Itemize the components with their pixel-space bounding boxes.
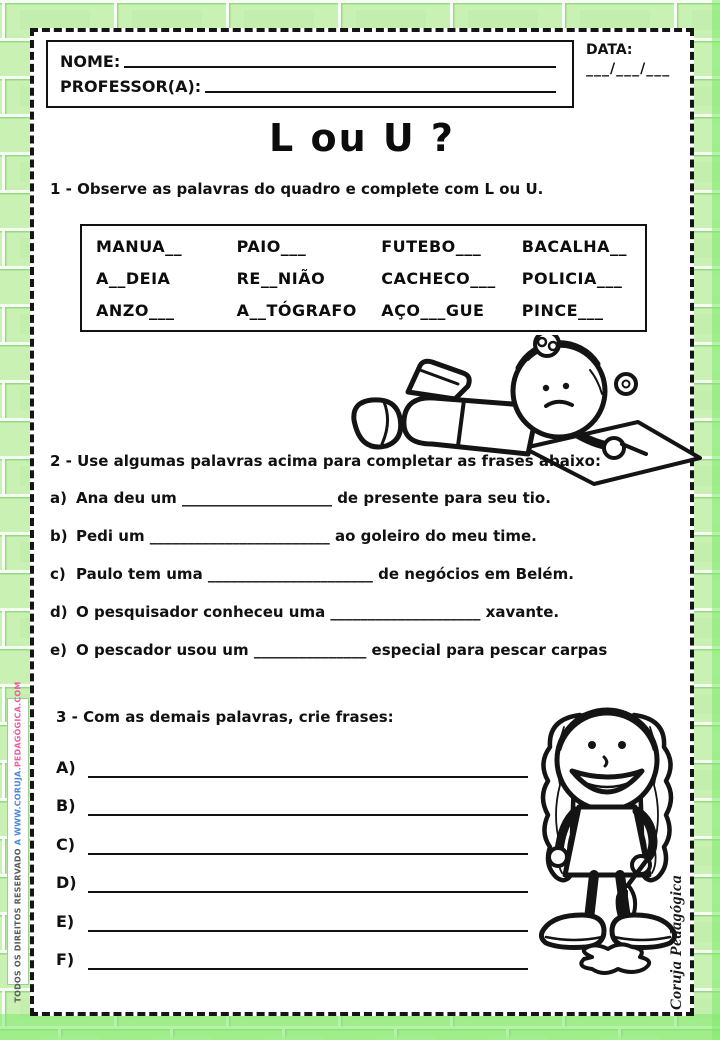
sentence-label: d) bbox=[50, 603, 68, 621]
shoe-left bbox=[541, 915, 604, 948]
leg-left bbox=[589, 875, 594, 919]
shoe-down bbox=[354, 400, 401, 447]
site-url-blue: A WWW.CORUJA bbox=[13, 769, 23, 845]
teacher-blank-line bbox=[205, 77, 556, 93]
hair-bun-side bbox=[616, 374, 636, 394]
sentence-text: O pesquisador conheceu uma ____________________ xavante. bbox=[76, 603, 560, 621]
answer-line-row bbox=[56, 739, 528, 778]
word-box bbox=[80, 224, 647, 332]
name-label: NOME: bbox=[60, 52, 121, 71]
sentence-label: c) bbox=[50, 565, 66, 583]
word-item: PINCE___ bbox=[521, 300, 604, 320]
word-item: A__DEIA bbox=[96, 268, 171, 288]
answer-line-label: C) bbox=[56, 834, 76, 854]
leg-right bbox=[620, 875, 626, 919]
shoe-up bbox=[408, 361, 469, 399]
name-field-row bbox=[60, 52, 560, 71]
answer-line-label: B) bbox=[56, 796, 76, 815]
date-blank-line: ___/___/___ bbox=[586, 61, 671, 77]
word-item: RE__NIÃO bbox=[236, 268, 326, 288]
sentence-item bbox=[50, 593, 670, 631]
answer-blank-line bbox=[88, 804, 528, 816]
sentence-item bbox=[50, 631, 670, 669]
sentence-item bbox=[50, 479, 670, 517]
exercise1-instruction: 1 - Observe as palavras do quadro e complete com L ou U. bbox=[50, 180, 544, 198]
sentence-text: Pedi um ________________________ ao goleiro do meu time. bbox=[76, 527, 537, 545]
word-item: CACHECO___ bbox=[381, 268, 496, 288]
answer-line-label: A) bbox=[56, 757, 76, 777]
eye-right bbox=[618, 741, 626, 749]
worksheet-page bbox=[30, 28, 694, 1016]
answer-line-label: E) bbox=[56, 911, 75, 931]
answer-blank-line bbox=[88, 843, 528, 855]
teacher-field-row bbox=[60, 77, 560, 96]
date-label: DATA: bbox=[586, 42, 633, 58]
sentence-text: Paulo tem uma ______________________ de negócios em Belém. bbox=[76, 565, 574, 583]
site-url-pink: .PEDAGÓGICA.COM bbox=[13, 680, 23, 770]
hand-left bbox=[549, 848, 567, 866]
sentence-text: Ana deu um ____________________ de presente para seu tio. bbox=[76, 489, 551, 507]
eye-right bbox=[563, 383, 569, 389]
word-item: A__TÓGRAFO bbox=[236, 300, 357, 320]
exercise3-instruction: 3 - Com as demais palavras, crie frases: bbox=[56, 708, 394, 726]
answer-blank-line bbox=[88, 958, 528, 970]
exercise2-instruction: 2 - Use algumas palavras acima para completar as frases abaixo: bbox=[50, 452, 601, 470]
sentence-label: e) bbox=[50, 641, 68, 659]
answer-line-row bbox=[56, 893, 528, 932]
rights-text: TODOS OS DIREITOS RESERVADO bbox=[13, 844, 23, 1003]
paint-puddle bbox=[581, 944, 649, 973]
word-item: PAIO___ bbox=[236, 236, 307, 256]
word-item: BACALHA__ bbox=[521, 236, 627, 256]
answer-line-label: D) bbox=[56, 873, 77, 892]
answer-line-row bbox=[56, 855, 528, 894]
answer-line-row bbox=[56, 932, 528, 971]
word-item: ANZO___ bbox=[96, 300, 175, 320]
sentence-item bbox=[50, 555, 670, 593]
exercise2-sentences bbox=[50, 479, 670, 669]
sentence-label: b) bbox=[50, 527, 68, 545]
answer-line-label: F) bbox=[56, 950, 75, 969]
worksheet-title: L ou U ? bbox=[269, 116, 455, 160]
sentence-label: a) bbox=[50, 489, 67, 507]
date-block bbox=[586, 42, 686, 77]
exercise3-lines bbox=[56, 739, 528, 970]
answer-blank-line bbox=[88, 766, 528, 778]
word-item: AÇO___GUE bbox=[381, 300, 485, 320]
answer-blank-line bbox=[88, 881, 528, 893]
eye-left bbox=[588, 741, 596, 749]
answer-blank-line bbox=[88, 920, 528, 932]
hand bbox=[604, 438, 624, 458]
answer-line-row bbox=[56, 816, 528, 855]
sentence-item bbox=[50, 517, 670, 555]
copyright-strip bbox=[7, 680, 29, 1003]
brand-signature: Coruja Pedagógica bbox=[668, 874, 685, 1010]
copyright-text bbox=[14, 681, 23, 1002]
word-item: FUTEBO___ bbox=[381, 236, 482, 256]
teacher-label: PROFESSOR(A): bbox=[60, 77, 202, 96]
name-blank-line bbox=[124, 52, 556, 68]
answer-line-row bbox=[56, 778, 528, 817]
sentence-text: O pescador usou um _______________ especial para pescar carpas bbox=[76, 641, 608, 659]
eye-left bbox=[543, 385, 549, 391]
word-item: MANUA__ bbox=[96, 236, 183, 256]
word-item: POLICIA___ bbox=[521, 268, 623, 288]
student-header-box bbox=[46, 40, 574, 108]
